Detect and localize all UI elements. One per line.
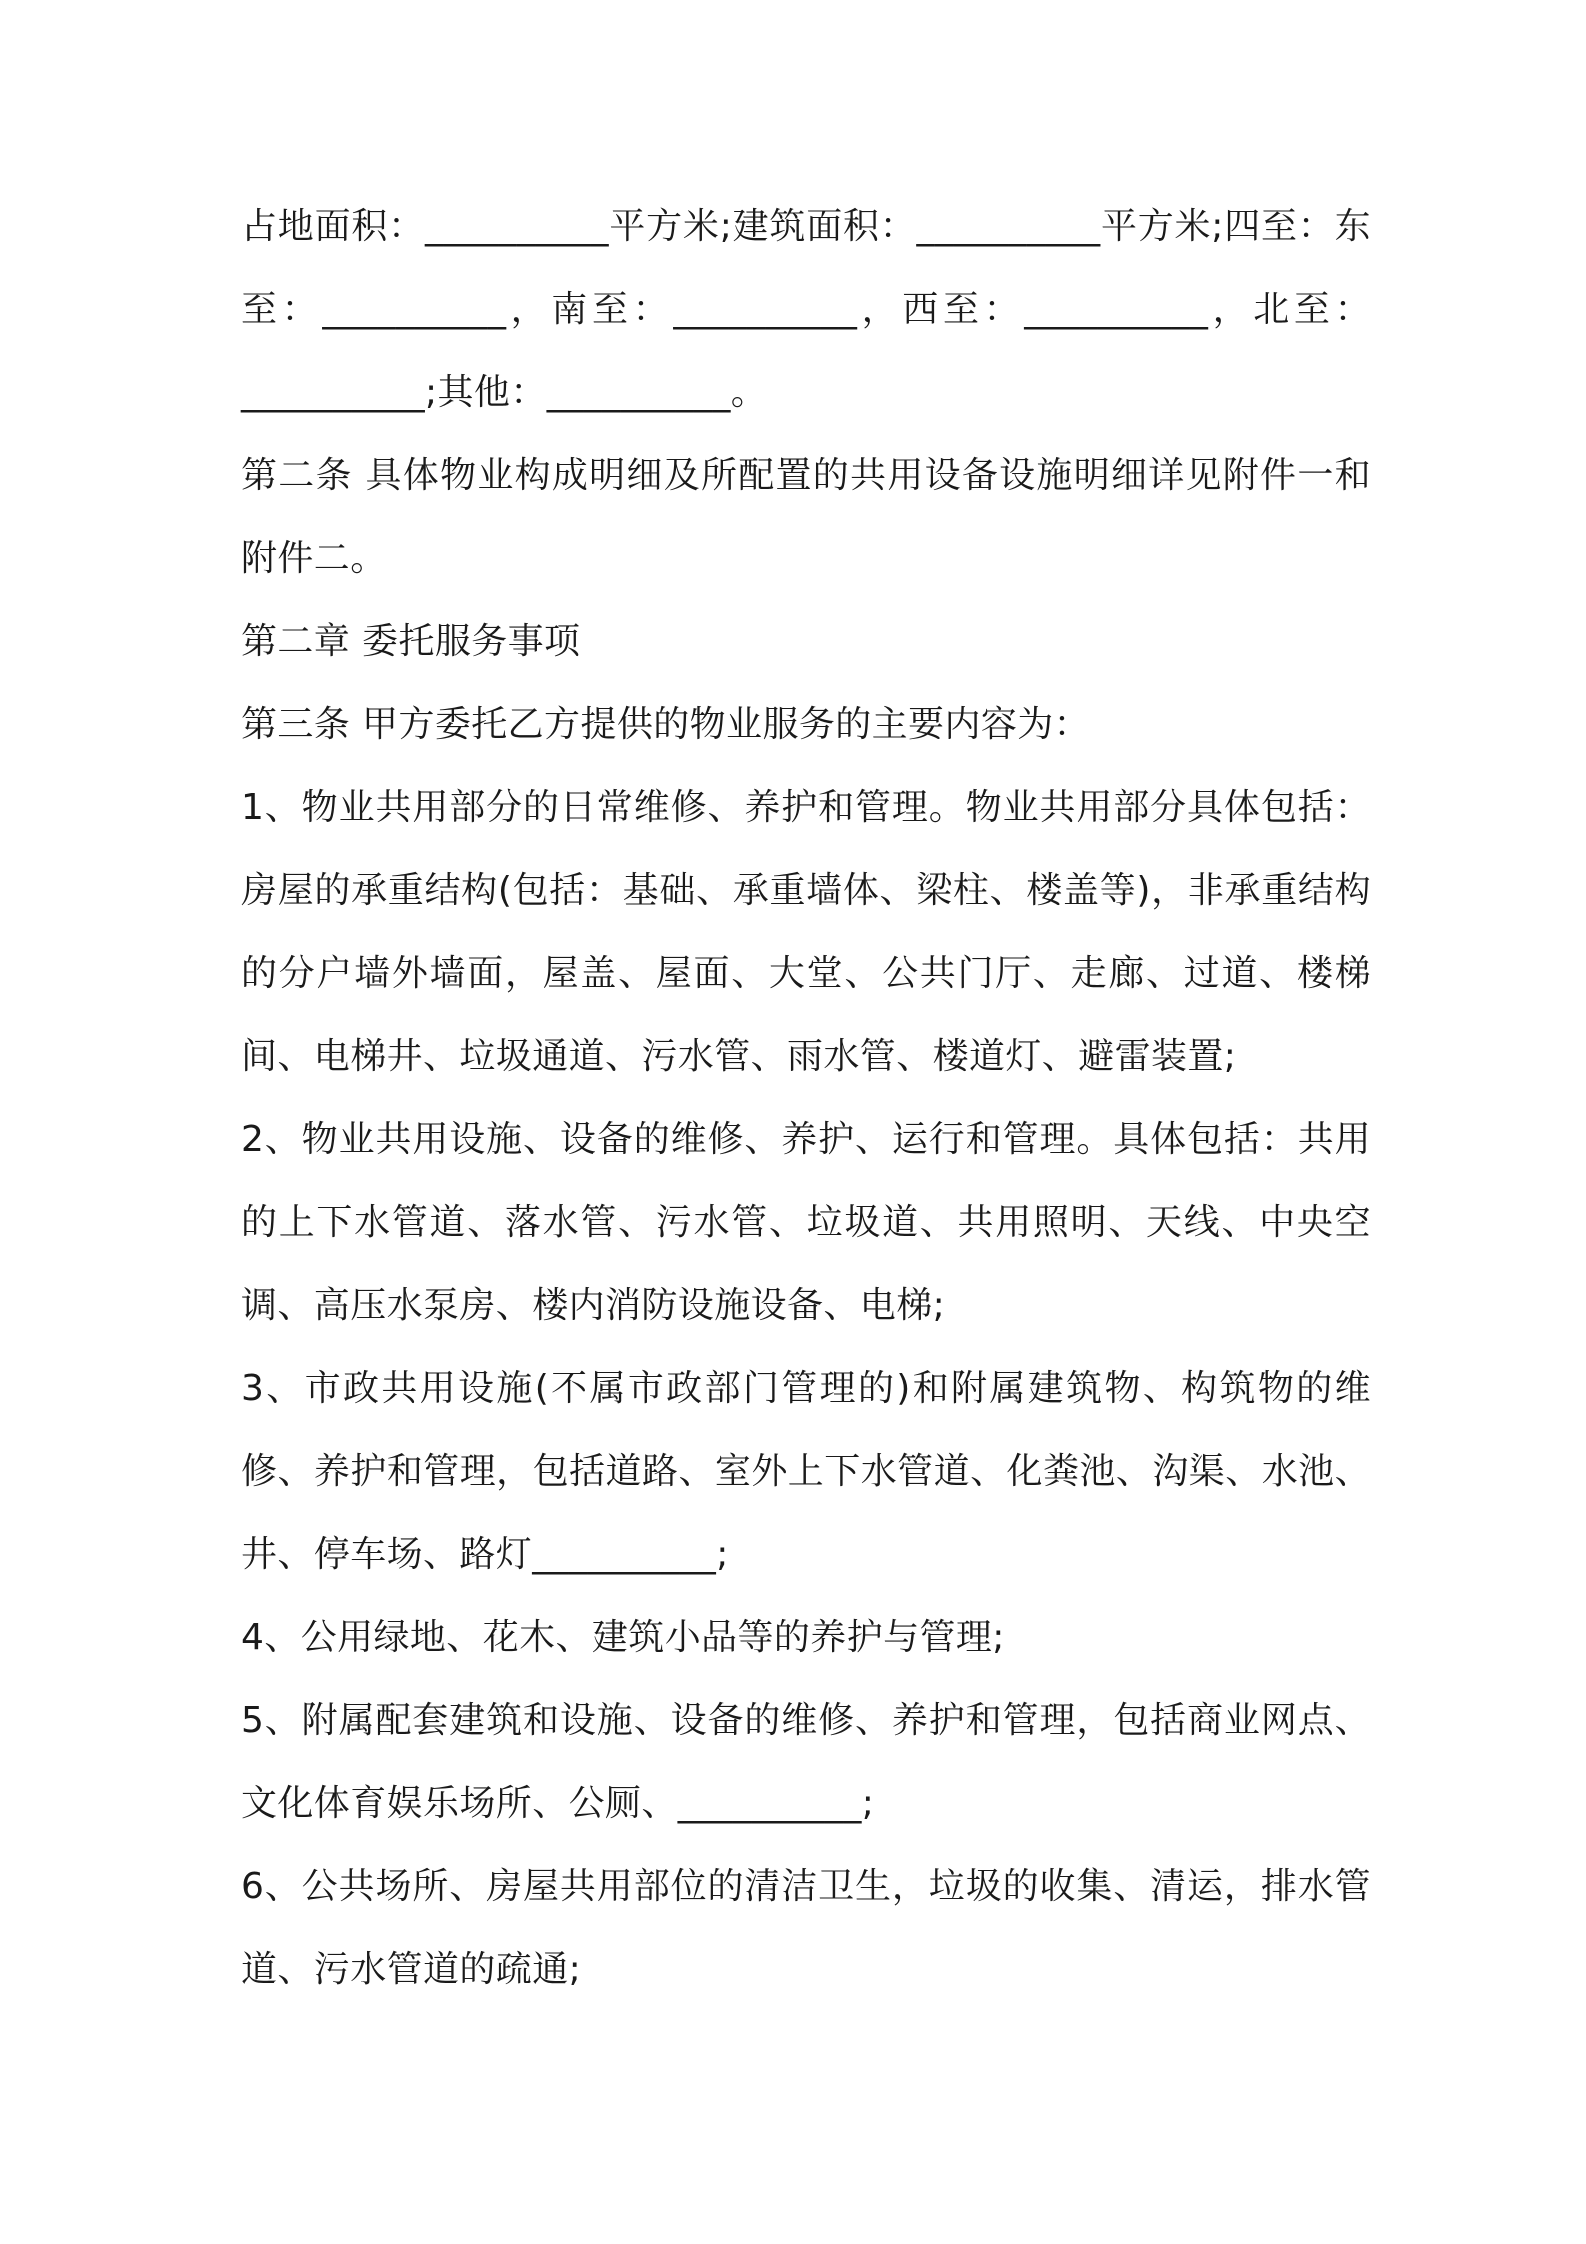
site-area-paragraph: 占地面积：__________平方米;建筑面积：__________平方米;四至：东至：__________，南至：__________，西至：__________，北至：__________;其他：__________。 bbox=[241, 206, 1371, 413]
document-body bbox=[241, 185, 1371, 2011]
list-item-5: 5、附属配套建筑和设施、设备的维修、养护和管理，包括商业网点、文化体育娱乐场所、公厕、__________; bbox=[241, 1700, 1371, 1824]
list-item-2: 2、物业共用设施、设备的维修、养护、运行和管理。具体包括：共用的上下水管道、落水管、污水管、垃圾道、共用照明、天线、中央空调、高压水泵房、楼内消防设施设备、电梯; bbox=[241, 1119, 1371, 1326]
list-item-3: 3、市政共用设施(不属市政部门管理的)和附属建筑物、构筑物的维修、养护和管理，包括道路、室外上下水管道、化粪池、沟渠、水池、井、停车场、路灯__________; bbox=[241, 1368, 1371, 1575]
article-2-paragraph: 第二条 具体物业构成明细及所配置的共用设备设施明细详见附件一和附件二。 bbox=[241, 455, 1371, 579]
article-3-paragraph: 第三条 甲方委托乙方提供的物业服务的主要内容为： bbox=[241, 704, 1091, 745]
list-item-6: 6、公共场所、房屋共用部位的清洁卫生，垃圾的收集、清运，排水管道、污水管道的疏通; bbox=[241, 1866, 1371, 1990]
list-item-4: 4、公用绿地、花木、建筑小品等的养护与管理; bbox=[241, 1617, 1005, 1658]
list-item-1: 1、物业共用部分的日常维修、养护和管理。物业共用部分具体包括：房屋的承重结构(包括：基础、承重墙体、梁柱、楼盖等)，非承重结构的分户墙外墙面，屋盖、屋面、大堂、公共门厅、走廊、过道、楼梯间、电梯井、垃圾通道、污水管、雨水管、楼道灯、避雷装置; bbox=[241, 787, 1371, 1077]
chapter-2-heading: 第二章 委托服务事项 bbox=[241, 621, 581, 662]
